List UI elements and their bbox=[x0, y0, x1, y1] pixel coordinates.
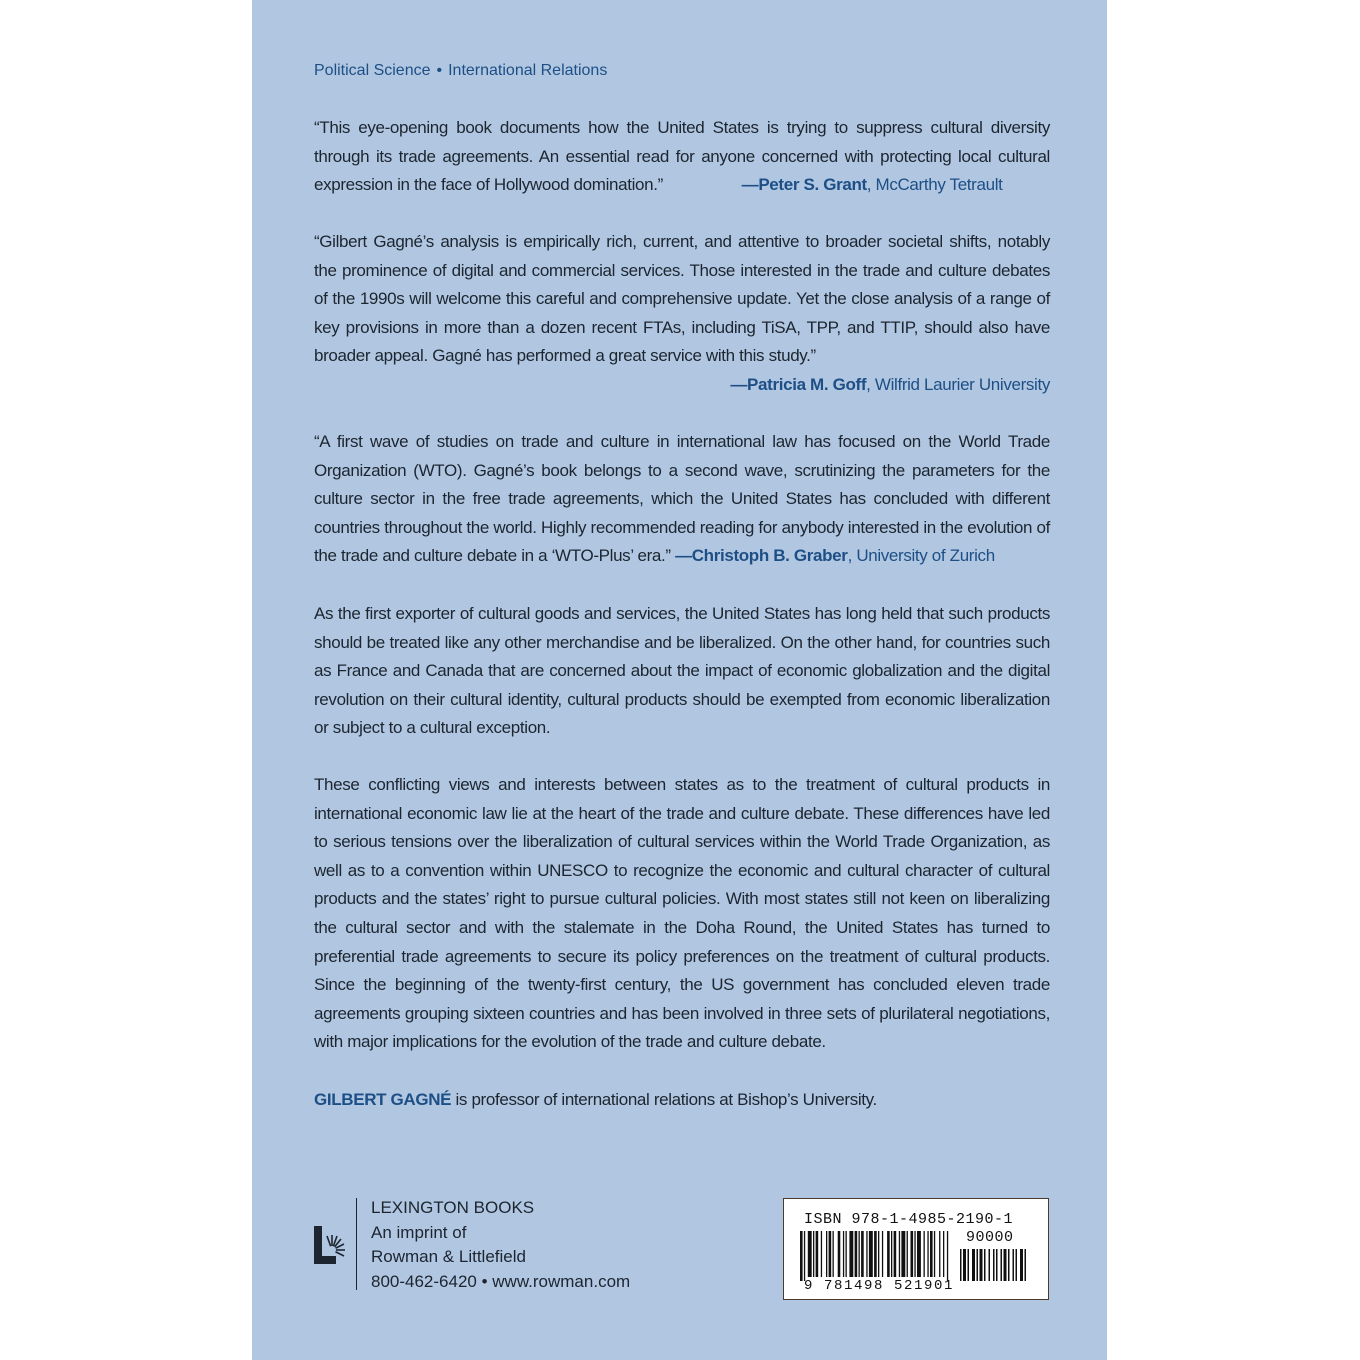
author-name: GILBERT GAGNÉ bbox=[314, 1090, 452, 1109]
publisher-block bbox=[314, 1196, 644, 1292]
publisher-divider bbox=[356, 1198, 357, 1290]
blurb-affiliation: Wilfrid Laurier University bbox=[874, 375, 1050, 394]
blurb-dash: — bbox=[675, 546, 692, 566]
category-right: International Relations bbox=[448, 62, 608, 79]
publisher-parent: Rowman & Littlefield bbox=[371, 1247, 526, 1266]
price-code: 90000 bbox=[966, 1229, 1014, 1246]
subject-category bbox=[314, 62, 607, 80]
blurb-comma: , bbox=[866, 175, 876, 195]
blurb-name: Patricia M. Goff bbox=[747, 375, 867, 394]
publisher-contact: 800-462-6420 • www.rowman.com bbox=[371, 1271, 631, 1291]
category-separator: • bbox=[436, 62, 443, 79]
description-paragraph-2: These conflicting views and interests between states as to the treatment of cultural products in international economic law lie at the heart of the trade and culture debate. These differences have led to serious tensions over the liberalization of cultural services within the World Trade Organization, as well as to a convention within UNESCO to recognize the economic and cultural character of cultural products and the states’ right to pursue cultural policies. With most states still not keen on liberalizing the cultural sector and with the stalemate in the Doha Round, the United States has turned to preferential trade agreements to secure its policy preferences on the treatment of cultural products. Since the beginning of the twenty-first century, the US government has concluded eleven trade agreements grouping sixteen countries and has been involved in three sets of plurilateral negotiations, with major implications for the evolution of the trade and culture debate. bbox=[314, 775, 1050, 1052]
isbn-barcode bbox=[783, 1198, 1049, 1300]
isbn-label: ISBN 978-1-4985-2190-1 bbox=[804, 1211, 1014, 1228]
blurb-affiliation: University of Zurich bbox=[856, 546, 995, 566]
blurb-grant bbox=[314, 114, 1050, 200]
blurb-affiliation: McCarthy Tetrault bbox=[875, 175, 1003, 195]
blurb-quote: “This eye-opening book documents how the United States is trying to suppress cultural diversity through its trade agreements. An essential read for anyone concerned with protecting local cultural expression in the face of Hollywood domination.” bbox=[314, 118, 1050, 195]
blurb-quote: “A first wave of studies on trade and culture in international law has focused on the World Trade Organization (WTO). Gagné’s book belongs to a second wave, scrutinizing the parameters for the culture sector in the free trade agreements, which the United States has concluded with different countries throughout the world. Highly recommended reading for anybody interested in the evolution of the trade and culture debate in a ‘WTO-Plus’ era.” bbox=[314, 432, 1050, 566]
author-bio bbox=[314, 1086, 1050, 1115]
blurb-name: Christoph B. Graber bbox=[691, 546, 848, 566]
blurb-name: Peter S. Grant bbox=[758, 175, 867, 195]
category-left: Political Science bbox=[314, 62, 431, 79]
author-bio-text: is professor of international relations at Bishop’s University. bbox=[451, 1090, 877, 1109]
description-paragraph-1: As the first exporter of cultural goods and services, the United States has long held that such products should be treated like any other merchandise and be liberalized. On the other hand, for countries such as France and Canada that are concerned about the impact of economic globalization and the digital revolution on their cultural identity, cultural products should be exempted from economic liberalization or subject to a cultural exception. bbox=[314, 604, 1050, 738]
blurb-comma: , bbox=[847, 546, 857, 566]
back-cover bbox=[252, 0, 1107, 1360]
lexington-books-logo-icon bbox=[314, 1226, 348, 1264]
publisher-imprint-label: An imprint of bbox=[371, 1222, 467, 1242]
blurb-graber bbox=[314, 428, 1050, 571]
blurb-quote: “Gilbert Gagné’s analysis is empirically rich, current, and attentive to broader societal shifts, notably the prominence of digital and commercial services. Those interested in the trade and culture debates of the 1990s will welcome this careful and comprehensive update. Yet the close analysis of a range of key provisions in more than a dozen recent FTAs, including TiSA, TPP, and TTIP, should also have broader appeal. Gagné has performed a great service with this study.” bbox=[314, 232, 1050, 366]
blurb-goff-attribution bbox=[314, 371, 1050, 400]
blurb-goff bbox=[314, 228, 1050, 371]
publisher-text bbox=[371, 1196, 630, 1294]
blurb-dash: — bbox=[741, 175, 759, 195]
blurb-dash: — bbox=[730, 375, 748, 394]
publisher-name: LEXINGTON BOOKS bbox=[371, 1198, 535, 1217]
blurb-comma: , bbox=[866, 375, 875, 394]
ean-digits: 9 781498 521901 bbox=[804, 1278, 955, 1294]
